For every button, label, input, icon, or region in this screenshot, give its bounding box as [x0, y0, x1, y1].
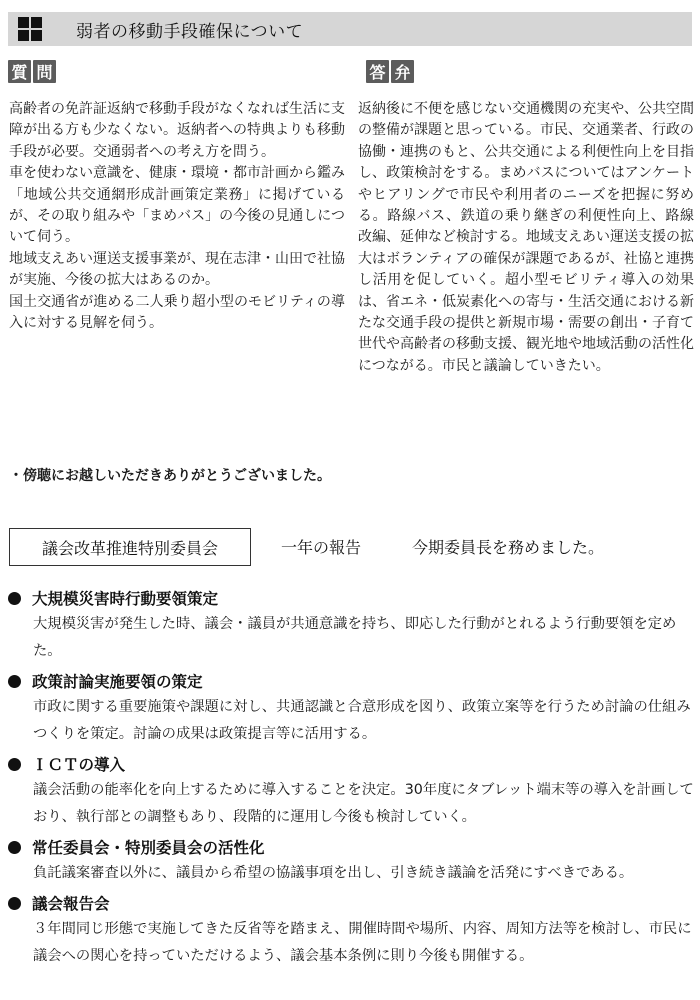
question-label-char: 質 [8, 60, 31, 83]
question-label [8, 60, 56, 83]
question-paragraph: 地域支えあい運送支援事業が、現在志津・山田で社協が実施、今後の拡大はあるのか。 [9, 250, 345, 289]
report-item-body: 議会活動の能率化を向上するために導入することを決定。30年度にタブレット端末等の導入を計画しており、執行部との調整もあり、段階的に運用し今後も検討していく。 [33, 782, 694, 825]
report-item [8, 585, 698, 665]
committee-name-box: 議会改革推進特別委員会 [9, 528, 251, 566]
report-item-body: 市政に関する重要施策や課題に対し、共通認識と合意形成を図り、政策立案等を行うため討論の仕組みつくりを策定。討論の成果は政策提言等に活用する。 [33, 699, 691, 742]
answer-label [366, 60, 414, 83]
bullet-icon [8, 841, 21, 854]
report-item [8, 751, 698, 831]
thanks-note: ・傍聴にお越しいただきありがとうございました。 [9, 468, 331, 484]
report-item-head [8, 668, 698, 694]
grid-icon [18, 17, 42, 41]
bullet-icon [8, 592, 21, 605]
report-item-head [8, 890, 698, 916]
report-item-body: 大規模災害が発生した時、議会・議員が共通意識を持ち、即応した行動がとれるよう行動要領を定めた。 [33, 616, 677, 659]
report-item-title: 政策討論実施要領の策定 [32, 673, 203, 691]
answer-text [358, 99, 694, 377]
question-paragraph: 車を使わない意識を、健康・環境・都市計画から鑑み「地域公共交通網形成計画策定業務」に掲げているが、その取り組みや「まめバス」の今後の見通しについて伺う。 [9, 165, 345, 246]
section-header [8, 12, 692, 46]
report-item-body: 負託議案審査以外に、議員から希望の協議事項を出し、引き続き議論を活発にすべきである。 [33, 865, 634, 881]
report-item-title: 常任委員会・特別委員会の活性化 [32, 839, 265, 857]
answer-paragraph: 返納後に不便を感じない交通機関の充実や、公共空間の整備が課題と思っている。市民、交通業者、行政の協働・連携のもと、公共交通による利便性向上を目指し、政策検討をする。まめバスについてはアンケートやヒアリングで市民や利用者のニーズを把握に努める。路線バス、鉄道の乗り継ぎの利便性向上、路線改編、延伸など検討する。地域支えあい運送支援の拡大はボランティアの確保が課題であるが、社協と連携し活用を促していく。超小型モビリティ導入の効果は、省エネ・低炭素化への寄与・生活交通における新たな交通手段の提供と新規市場・需要の創出・子育て世代や高齢者の移動支援、観光地や地域活動の活性化につながる。市民と議論していきたい。 [358, 101, 694, 374]
question-paragraph: 高齢者の免許証返納で移動手段がなくなれば生活に支障が出る方も少なくない。返納者への特典よりも移動手段が必要。交通弱者への考え方を問う。 [9, 101, 345, 160]
report-item-head [8, 585, 698, 611]
bullet-icon [8, 675, 21, 688]
chair-note: 今期委員長を務めました。 [412, 538, 605, 557]
report-item-title: ＩＣＴの導入 [32, 756, 126, 774]
report-item-head [8, 751, 698, 777]
report-items [8, 585, 698, 973]
answer-label-char: 弁 [391, 60, 414, 83]
report-item [8, 668, 698, 748]
report-title: 一年の報告 [281, 538, 362, 557]
bullet-icon [8, 897, 21, 910]
report-item [8, 890, 698, 970]
question-text [9, 99, 345, 334]
report-item-title: 議会報告会 [32, 895, 110, 913]
answer-label-char: 答 [366, 60, 389, 83]
section-title: 弱者の移動手段確保について [76, 21, 304, 42]
report-item-head [8, 834, 698, 860]
report-item-title: 大規模災害時行動要領策定 [32, 590, 219, 608]
report-item-body: ３年間同じ形態で実施してきた反省等を踏まえ、開催時間や場所、内容、周知方法等を検討し、市民に議会への関心を持っていただけるよう、議会基本条例に則り今後も開催する。 [33, 921, 692, 964]
question-label-char: 問 [33, 60, 56, 83]
bullet-icon [8, 758, 21, 771]
report-item [8, 834, 698, 887]
question-paragraph: 国土交通省が進める二人乗り超小型のモビリティの導入に対する見解を伺う。 [9, 293, 345, 332]
